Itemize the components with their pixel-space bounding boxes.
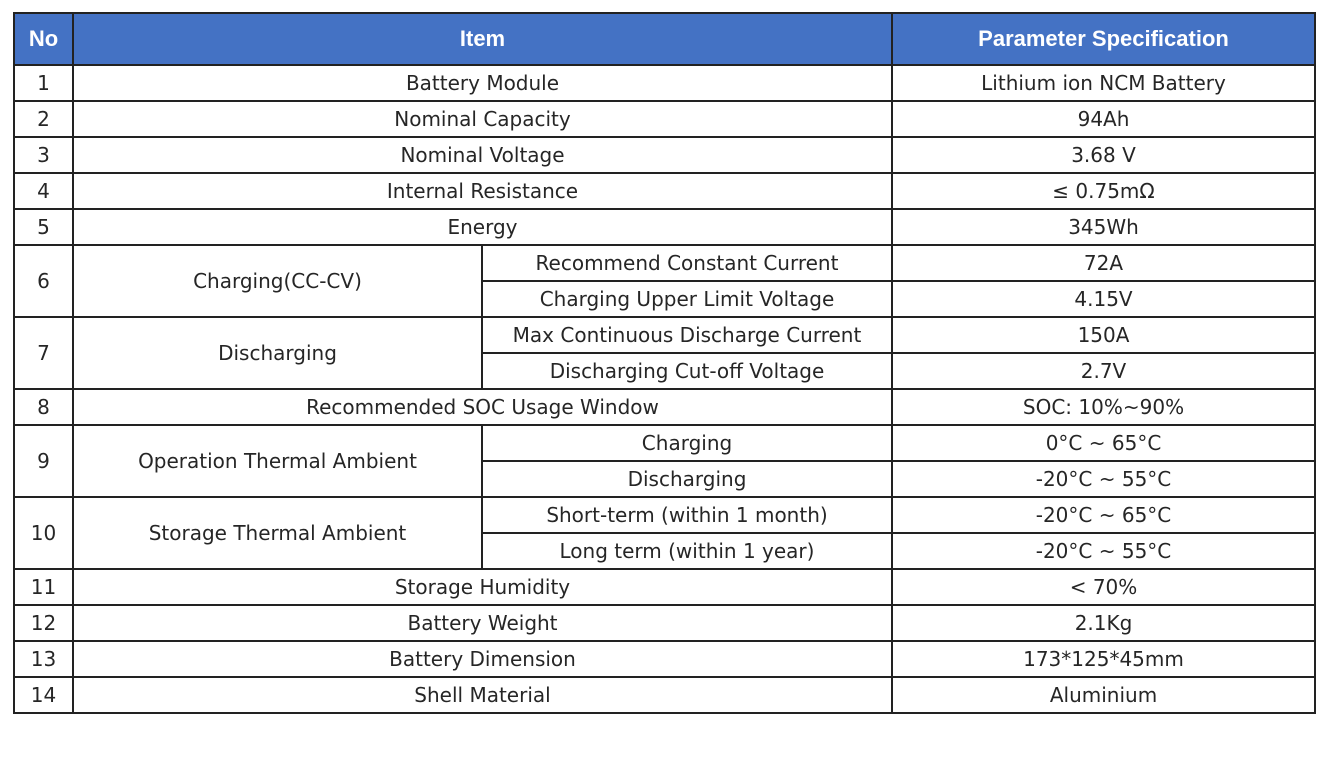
row-item: Battery Module — [73, 65, 892, 101]
row-value: 150A — [892, 317, 1315, 353]
row-value: -20°C ~ 55°C — [892, 461, 1315, 497]
table-row — [14, 677, 1315, 713]
row-value: < 70% — [892, 569, 1315, 605]
row-no: 1 — [14, 65, 73, 101]
table-row — [14, 389, 1315, 425]
row-no: 8 — [14, 389, 73, 425]
row-item: Nominal Voltage — [73, 137, 892, 173]
table-row — [14, 245, 1315, 281]
spec-table — [13, 12, 1316, 714]
table-row — [14, 569, 1315, 605]
row-item: Charging(CC-CV) — [73, 245, 482, 317]
row-item: Recommended SOC Usage Window — [73, 389, 892, 425]
row-no: 7 — [14, 317, 73, 389]
row-no: 4 — [14, 173, 73, 209]
row-subitem: Discharging — [482, 461, 892, 497]
row-subitem: Short-term (within 1 month) — [482, 497, 892, 533]
row-value: Lithium ion NCM Battery — [892, 65, 1315, 101]
row-value: 173*125*45mm — [892, 641, 1315, 677]
row-item: Storage Humidity — [73, 569, 892, 605]
header-row — [14, 13, 1315, 65]
row-item: Battery Dimension — [73, 641, 892, 677]
row-value: 72A — [892, 245, 1315, 281]
row-no: 3 — [14, 137, 73, 173]
row-value: -20°C ~ 65°C — [892, 497, 1315, 533]
header-no: No — [14, 13, 73, 65]
row-value: 2.7V — [892, 353, 1315, 389]
row-value: 94Ah — [892, 101, 1315, 137]
row-value: ≤ 0.75mΩ — [892, 173, 1315, 209]
row-item: Operation Thermal Ambient — [73, 425, 482, 497]
row-no: 9 — [14, 425, 73, 497]
row-value: 2.1Kg — [892, 605, 1315, 641]
table-row — [14, 209, 1315, 245]
row-subitem: Max Continuous Discharge Current — [482, 317, 892, 353]
row-item: Storage Thermal Ambient — [73, 497, 482, 569]
row-item: Discharging — [73, 317, 482, 389]
header-param: Parameter Specification — [892, 13, 1315, 65]
row-subitem: Charging Upper Limit Voltage — [482, 281, 892, 317]
row-subitem: Charging — [482, 425, 892, 461]
row-item: Battery Weight — [73, 605, 892, 641]
table-row — [14, 641, 1315, 677]
row-no: 2 — [14, 101, 73, 137]
row-subitem: Discharging Cut-off Voltage — [482, 353, 892, 389]
row-value: SOC: 10%~90% — [892, 389, 1315, 425]
row-value: Aluminium — [892, 677, 1315, 713]
table-row — [14, 425, 1315, 461]
row-value: 4.15V — [892, 281, 1315, 317]
row-item: Energy — [73, 209, 892, 245]
row-no: 5 — [14, 209, 73, 245]
table-row — [14, 101, 1315, 137]
row-subitem: Recommend Constant Current — [482, 245, 892, 281]
row-no: 11 — [14, 569, 73, 605]
row-no: 12 — [14, 605, 73, 641]
row-item: Nominal Capacity — [73, 101, 892, 137]
row-item: Internal Resistance — [73, 173, 892, 209]
row-no: 13 — [14, 641, 73, 677]
row-value: 0°C ~ 65°C — [892, 425, 1315, 461]
row-value: -20°C ~ 55°C — [892, 533, 1315, 569]
row-no: 6 — [14, 245, 73, 317]
table-row — [14, 497, 1315, 533]
row-item: Shell Material — [73, 677, 892, 713]
table-row — [14, 65, 1315, 101]
header-item: Item — [73, 13, 892, 65]
row-value: 3.68 V — [892, 137, 1315, 173]
table-row — [14, 173, 1315, 209]
table-row — [14, 137, 1315, 173]
row-subitem: Long term (within 1 year) — [482, 533, 892, 569]
row-no: 10 — [14, 497, 73, 569]
row-no: 14 — [14, 677, 73, 713]
table-row — [14, 605, 1315, 641]
table-row — [14, 317, 1315, 353]
row-value: 345Wh — [892, 209, 1315, 245]
